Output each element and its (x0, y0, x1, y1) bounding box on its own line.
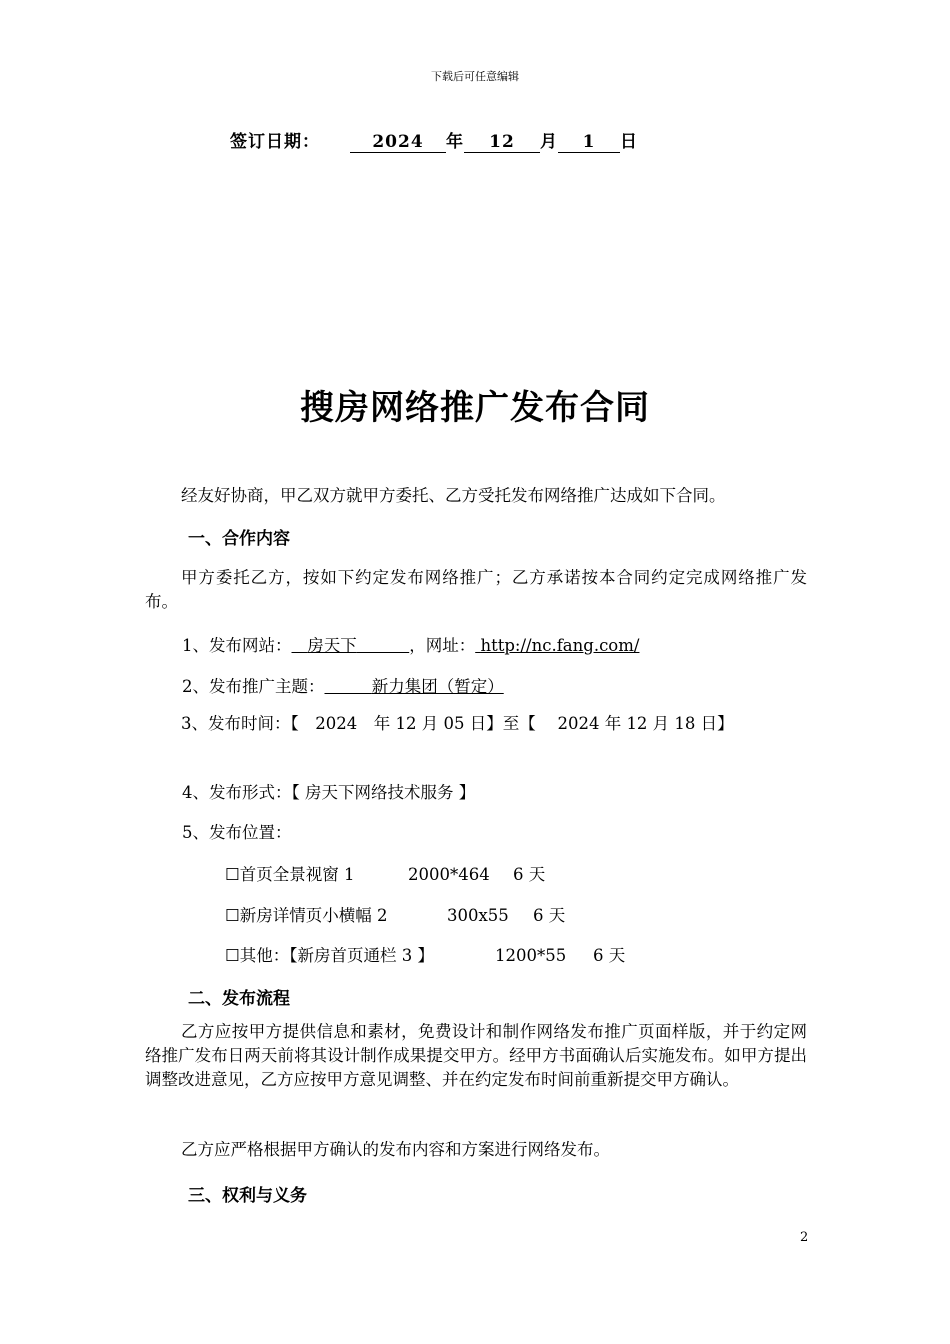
position-size: 2000*464 (408, 865, 490, 884)
item-theme-value: 新力集团（暂定） (371, 677, 504, 696)
item-theme (182, 673, 504, 697)
item-form (182, 779, 475, 803)
item-website-value: 房天下 (307, 636, 357, 655)
position-row (225, 942, 625, 966)
intro-paragraph: 经友好协商，甲乙双方就甲方委托、乙方受托发布网络推广达成如下合同。 (181, 486, 726, 505)
section2-heading: 二、发布流程 (188, 989, 290, 1009)
position-size: 300x55 (447, 906, 509, 925)
section1-heading: 一、合作内容 (188, 529, 290, 549)
sign-date-month-unit: 月 (540, 132, 558, 152)
position-name: ☐其他：【新房首页通栏 3 】 (225, 946, 435, 965)
sign-date-month: 12 (464, 132, 540, 153)
section2-paragraph-2: 乙方应严格根据甲方确认的发布内容和方案进行网络发布。 (181, 1140, 610, 1159)
item-form-label: 4、发布形式： (182, 783, 292, 802)
item-website-label: 1、发布网站： (182, 636, 292, 655)
position-row (225, 861, 545, 885)
position-row (225, 902, 565, 926)
sign-date-line (230, 127, 638, 153)
item-url-value: http://nc.fang.com/ (480, 636, 640, 655)
item-website (182, 632, 639, 656)
item-url-label: ，网址： (409, 636, 476, 655)
section3-heading: 三、权利与义务 (188, 1186, 307, 1206)
item-time-value: 【 2024 年 12 月 05 日】至【 2024 年 12 月 18 日】 (290, 714, 734, 733)
section2-paragraph-1: 乙方应按甲方提供信息和素材，免费设计和制作网络发布推广页面样版，并于约定网络推广发布日两天前将其设计制作成果提交甲方。经甲方书面确认后实施发布。如甲方提出调整改进意见，乙方应按甲方意见调整、并在约定发布时间前重新提交甲方确认。 (145, 1022, 807, 1089)
item-time (145, 712, 807, 736)
sign-date-day-unit: 日 (620, 132, 638, 152)
section1-text: 甲方委托乙方，按如下约定发布网络推广；乙方承诺按本合同约定完成网络推广发布。 (145, 568, 807, 611)
position-days: 6 天 (513, 865, 546, 884)
position-days: 6 天 (593, 946, 626, 965)
header-note: 下载后可任意编辑 (431, 70, 519, 83)
position-days: 6 天 (533, 906, 566, 925)
position-name: ☐新房详情页小横幅 2 (225, 906, 388, 925)
item-time-label: 3、发布时间： (181, 714, 291, 733)
sign-date-day: 1 (558, 132, 620, 153)
item-position-label: 5、发布位置： (182, 823, 292, 842)
item-form-value: 【 房天下网络技术服务 】 (291, 783, 476, 802)
contract-title: 搜房网络推广发布合同 (300, 388, 650, 428)
page-number: 2 (800, 1230, 809, 1245)
sign-date-year-unit: 年 (446, 132, 464, 152)
sign-date-year: 2024 (350, 132, 446, 153)
position-size: 1200*55 (495, 946, 567, 965)
position-name: ☐首页全景视窗 1 (225, 865, 355, 884)
sign-date-label: 签订日期： (230, 132, 320, 152)
item-theme-label: 2、发布推广主题： (182, 677, 325, 696)
